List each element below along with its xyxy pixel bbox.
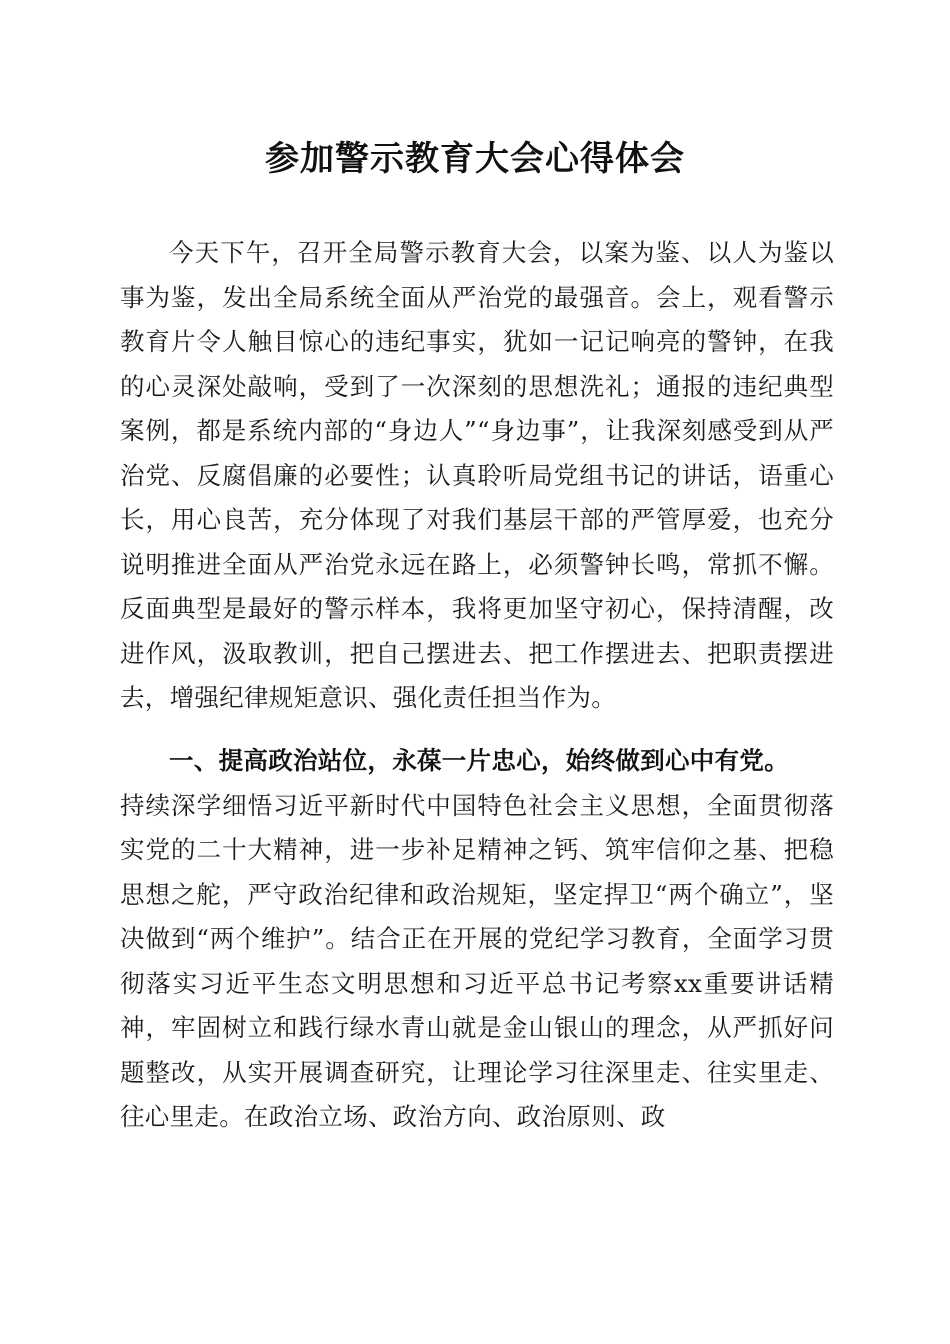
section-1-paragraph [120,739,834,1140]
intro-paragraph: 今天下午，召开全局警示教育大会，以案为鉴、以人为鉴以事为鉴，发出全局系统全面从严治党的最强音。会上，观看警示教育片令人触目惊心的违纪事实，犹如一记记响亮的警钟，在我的心灵深处敲响，受到了一次深刻的思想洗礼；通报的违纪典型案例，都是系统内部的“身边人”“身边事”，让我深刻感受到从严治党、反腐倡廉的必要性；认真聆听局党组书记的讲话，语重心长，用心良苦，充分体现了对我们基层干部的严管厚爱，也充分说明推进全面从严治党永远在路上，必须警钟长鸣，常抓不懈。反面典型是最好的警示样本，我将更加坚守初心，保持清醒，改进作风，汲取教训，把自己摆进去、把工作摆进去、把职责摆进去，增强纪律规矩意识、强化责任担当作为。 [120,238,834,712]
section-1-text: 持续深学细悟习近平新时代中国特色社会主义思想，全面贯彻落实党的二十大精神，进一步补足精神之钙、筑牢信仰之基、把稳思想之舵，严守政治纪律和政治规矩，坚定捍卫“两个确立”，坚决做到“两个维护”。结合正在开展的党纪学习教育，全面学习贯彻落实习近平生态文明思想和习近平总书记考察xx重要讲话精神，牢固树立和践行绿水青山就是金山银山的理念，从严抓好问题整改，从实开展调查研究，让理论学习往深里走、往实里走、往心里走。在政治立场、政治方向、政治原则、政 [120,790,834,1131]
document-title: 参加警示教育大会心得体会 [265,139,685,179]
section-1-heading: 一、提高政治站位，永葆一片忠心，始终做到心中有党。 [169,746,789,775]
